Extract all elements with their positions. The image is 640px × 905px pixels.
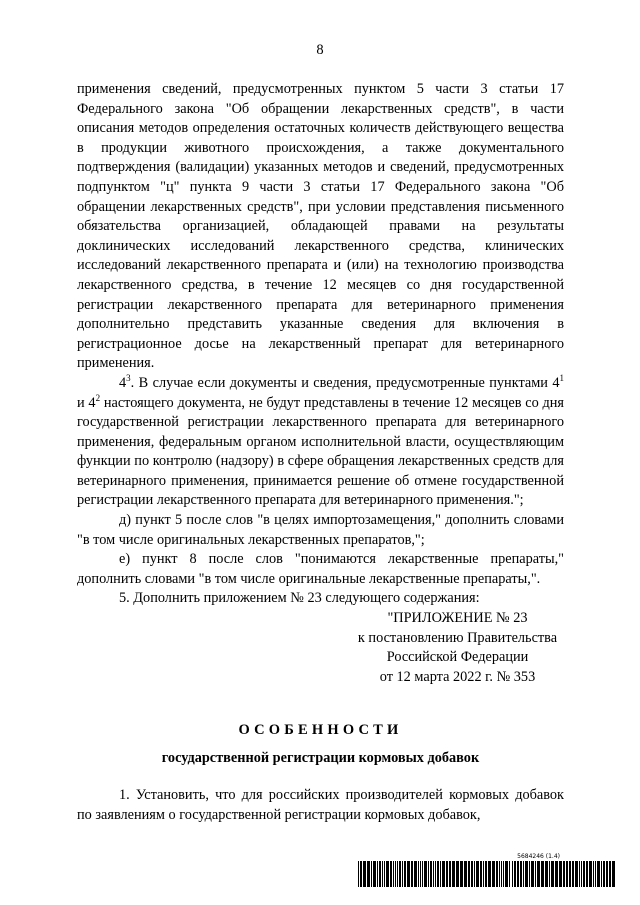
- appendix-line: от 12 марта 2022 г. № 353: [379, 668, 536, 685]
- page-number: 8: [316, 42, 324, 58]
- barcode-code: 5684246 (1.4): [517, 853, 560, 860]
- appendix-header: [351, 609, 564, 687]
- document-body: [77, 80, 564, 826]
- reference-superscript: 2: [95, 392, 101, 403]
- appendix-line: Российской Федерации: [386, 649, 529, 666]
- paragraph-continuation: применения сведений, предусмотренных пунктом 5 части 3 статьи 17 Федерального закона "Об обращении лекарственных средств", в части описания методов определения остаточных количеств действующего вещества в продукции животного происхождения, а также документального подтверждения (валидации) указанных методов и сведений, предусмотренных подпунктом "ц" пункта 9 части 3 статьи 17 Федерального закона "Об обращении лекарственных средств", при условии представления письменного обязательства организацией, обладающей правами на результаты доклинических исследований лекарственного средства, клинических исследований лекарственного препарата и (или) на технологию производства лекарственного средства, в течение 12 месяцев со дня государственной регистрации лекарственного препарата для ветеринарного применения дополнительно представить указанные сведения для включения в регистрационное досье на лекарственный препарат для ветеринарного применения.: [77, 81, 564, 372]
- paragraph-text: и 4: [77, 394, 96, 411]
- paragraph-4-3: [77, 374, 564, 511]
- paragraph-d: д) пункт 5 после слов "в целях импортозамещения," дополнить словами "в том числе оригинальных лекарственных препаратов,";: [77, 512, 564, 548]
- paragraph-text: настоящего документа, не будут представлены в течение 12 месяцев со дня государственной регистрации лекарственного препарата для ветеринарного применения, федеральным органом исполнительной власти, осуществляющим функции по контролю (надзору) в сфере обращения лекарственных средств для ветеринарного применения, принимается решение об отмене государственной регистрации лекарственного препарата для ветеринарного применения.";: [77, 394, 564, 509]
- appendix-line: "ПРИЛОЖЕНИЕ № 23: [387, 610, 528, 627]
- barcode-icon: [358, 861, 616, 887]
- document-barcode: [358, 853, 616, 887]
- paragraph-text: . В случае если документы и сведения, предусмотренные пунктами 4: [130, 374, 560, 391]
- paragraph-e: е) пункт 8 после слов "понимаются лекарственные препараты," дополнить словами "в том числе оригинальные лекарственные препараты,".: [77, 551, 564, 587]
- paragraph-5: 5. Дополнить приложением № 23 следующего содержания:: [119, 590, 480, 607]
- appendix-line: к постановлению Правительства: [357, 629, 558, 646]
- section-subheading: государственной регистрации кормовых добавок: [161, 750, 480, 767]
- item-number-superscript: 3: [126, 372, 131, 383]
- section-heading: ОСОБЕННОСТИ: [238, 722, 403, 739]
- reference-superscript: 1: [559, 372, 564, 383]
- item-number: 4: [119, 374, 127, 391]
- paragraph-1: 1. Установить, что для российских производителей кормовых добавок по заявлениям о государственной регистрации кормовых добавок,: [77, 787, 564, 823]
